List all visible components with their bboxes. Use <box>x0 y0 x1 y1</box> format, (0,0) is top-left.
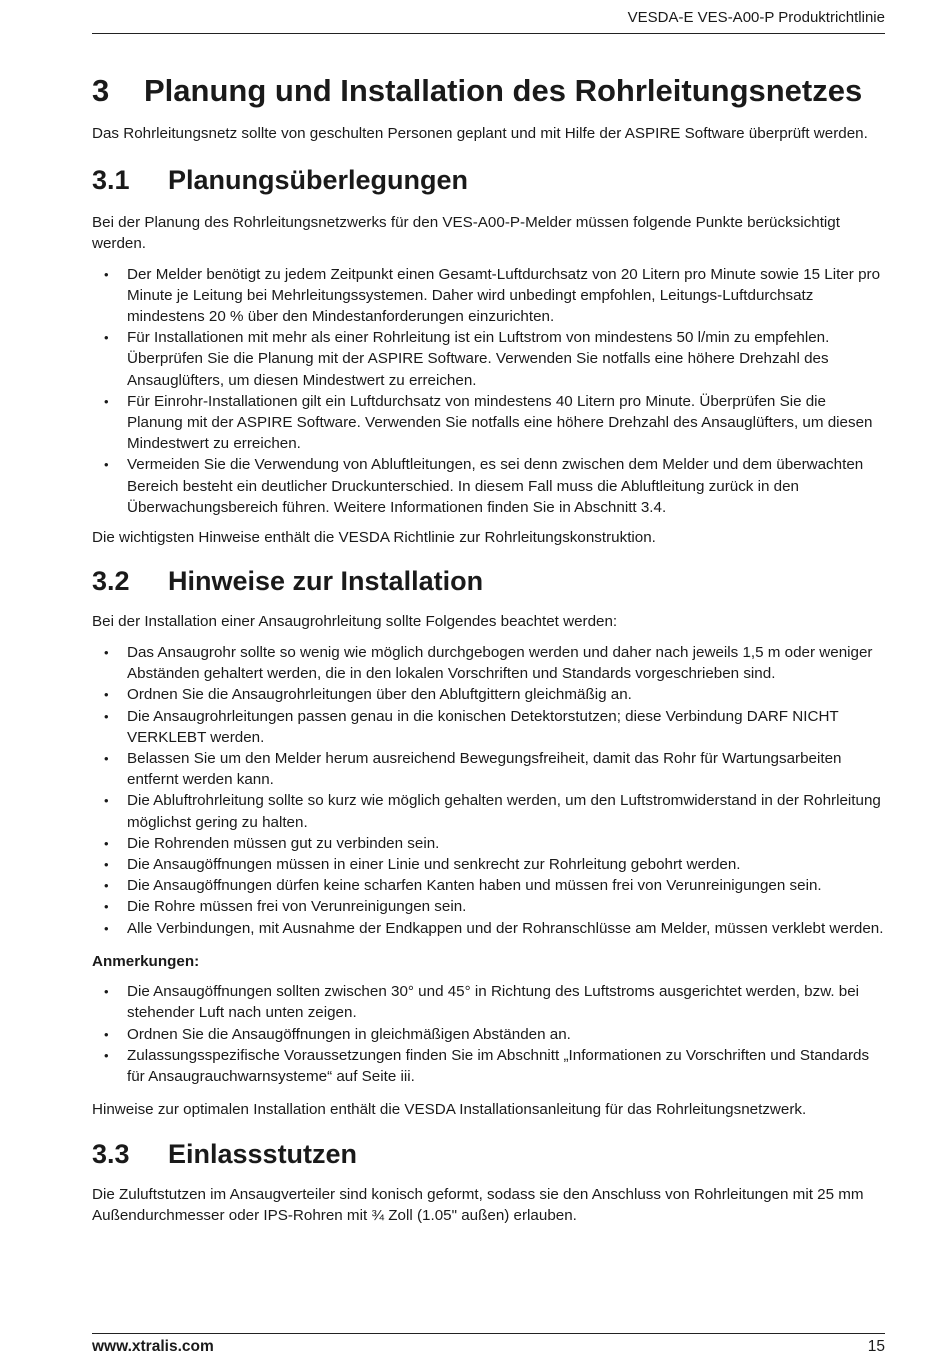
list-item: • Die Ansaugöffnungen sollten zwischen 30° und 45° in Richtung des Luftstroms ausgerichtet werden, bzw. bei stehender Luft nach unten zeigen. <box>92 981 885 1023</box>
planning-list <box>92 264 885 518</box>
list-item: • Für Einrohr-Installationen gilt ein Luftdurchsatz von mindestens 40 Litern pro Minute. Überprüfen Sie die Planung mit der ASPIRE Software. Verwenden Sie notfalls eine höhere Drehzahl des Ansauglüfters, um diesen Mindestwert zu erreichen. <box>92 391 885 455</box>
running-header: VESDA-E VES-A00-P Produktrichtlinie <box>627 9 885 26</box>
section-3-1-heading <box>92 163 885 197</box>
list-item: • Ordnen Sie die Ansaugöffnungen in gleichmäßigen Abständen an. <box>92 1024 885 1045</box>
list-item: • Die Rohre müssen frei von Verunreinigungen sein. <box>92 896 885 917</box>
section-number: 3.1 <box>92 164 130 195</box>
header-rule <box>92 33 885 34</box>
section-3-2-intro: Bei der Installation einer Ansaugrohrleitung sollte Folgendes beachtet werden: <box>92 613 618 631</box>
list-item: • Vermeiden Sie die Verwendung von Abluftleitungen, es sei denn zwischen dem Melder und dem überwachten Bereich besteht ein deutlicher Druckunterschied. In diesem Fall muss die Abluftleitung zurück in den Überwachungsbereich führen. Weitere Informationen finden Sie in Abschnitt 3.4. <box>92 454 885 518</box>
installation-list <box>92 642 885 939</box>
section-3-heading <box>92 72 885 110</box>
list-item: • Die Abluftrohrleitung sollte so kurz wie möglich gehalten werden, um den Luftstromwiderstand in der Rohrleitung möglichst gering zu halten. <box>92 790 885 832</box>
footer-url: www.xtralis.com <box>92 1338 214 1355</box>
section-3-2-outro: Hinweise zur optimalen Installation enthält die VESDA Installationsanleitung für das Rohrleitungsnetzwerk. <box>92 1101 807 1119</box>
section-3-2-heading <box>92 564 885 598</box>
section-3-intro: Das Rohrleitungsnetz sollte von geschulten Personen geplant und mit Hilfe der ASPIRE Software überprüft werden. <box>92 125 868 142</box>
list-item: • Für Installationen mit mehr als einer Rohrleitung ist ein Luftstrom von mindestens 50 l/min zu empfehlen. Überprüfen Sie die Planung mit der ASPIRE Software. Verwenden Sie notfalls eine höhere Drehzahl des Ansauglüfters, um diesen Mindestwert zu erreichen. <box>92 327 885 391</box>
footer-rule <box>92 1333 885 1334</box>
list-item: • Die Ansaugrohrleitungen passen genau in die konischen Detektorstutzen; diese Verbindung DARF NICHT VERKLEBT werden. <box>92 706 885 748</box>
list-item: • Ordnen Sie die Ansaugrohrleitungen über den Abluftgittern gleichmäßig an. <box>92 684 885 705</box>
section-title: Planung und Installation des Rohrleitungsnetzes <box>144 73 863 108</box>
section-number: 3.2 <box>92 566 130 597</box>
list-item: • Zulassungsspezifische Voraussetzungen finden Sie im Abschnitt „Informationen zu Vorschriften und Standards für Ansaugrauchwarnsysteme“ auf Seite iii. <box>92 1045 885 1087</box>
section-title: Planungsüberlegungen <box>168 164 469 195</box>
section-3-1-outro: Die wichtigsten Hinweise enthält die VESDA Richtlinie zur Rohrleitungskonstruktion. <box>92 528 656 546</box>
list-item: • Die Rohrenden müssen gut zu verbinden sein. <box>92 833 885 854</box>
page-number: 15 <box>867 1338 885 1355</box>
list-item: • Das Ansaugrohr sollte so wenig wie möglich durchgebogen werden und daher nach jeweils 1,5 m oder weniger Abständen gehaltert werden, die in den lokalen Vorschriften und Standards vorgeschrieben sind. <box>92 642 885 684</box>
notes-label: Anmerkungen: <box>92 952 200 970</box>
notes-list <box>92 981 885 1087</box>
page-content <box>92 72 885 1227</box>
section-title: Einlassstutzen <box>168 1138 358 1169</box>
section-number: 3 <box>92 73 110 108</box>
section-number: 3.3 <box>92 1138 130 1169</box>
list-item: • Der Melder benötigt zu jedem Zeitpunkt einen Gesamt-Luftdurchsatz von 20 Litern pro Minute sowie 15 Liter pro Minute je Leitung bei Mehrleitungssystemen. Daher wird unbedingt empfohlen, Leitungs-Luftdurchsatz mindestens 20 % über den Mindestanforderungen einzurichten. <box>92 264 885 328</box>
list-item: • Die Ansaugöffnungen dürfen keine scharfen Kanten haben und müssen frei von Verunreinigungen sein. <box>92 875 885 896</box>
list-item: • Belassen Sie um den Melder herum ausreichend Bewegungsfreiheit, damit das Rohr für Wartungsarbeiten entfernt werden kann. <box>92 748 885 790</box>
section-3-3-heading <box>92 1137 885 1171</box>
list-item: • Alle Verbindungen, mit Ausnahme der Endkappen und der Rohranschlüsse am Melder, müssen verklebt werden. <box>92 918 885 939</box>
section-3-3-body: Die Zuluftstutzen im Ansaugverteiler sind konisch geformt, sodass sie den Anschluss von Rohrleitungen mit 25 mm Außendurchmesser oder IPS-Rohren mit ¾ Zoll (1.05" außen) erlauben. <box>92 1185 864 1225</box>
list-item: • Die Ansaugöffnungen müssen in einer Linie und senkrecht zur Rohrleitung gebohrt werden. <box>92 854 885 875</box>
section-title: Hinweise zur Installation <box>168 566 484 597</box>
section-3-1-intro: Bei der Planung des Rohrleitungsnetzwerks für den VES-A00-P-Melder müssen folgende Punkte berücksichtigt werden. <box>92 213 840 252</box>
